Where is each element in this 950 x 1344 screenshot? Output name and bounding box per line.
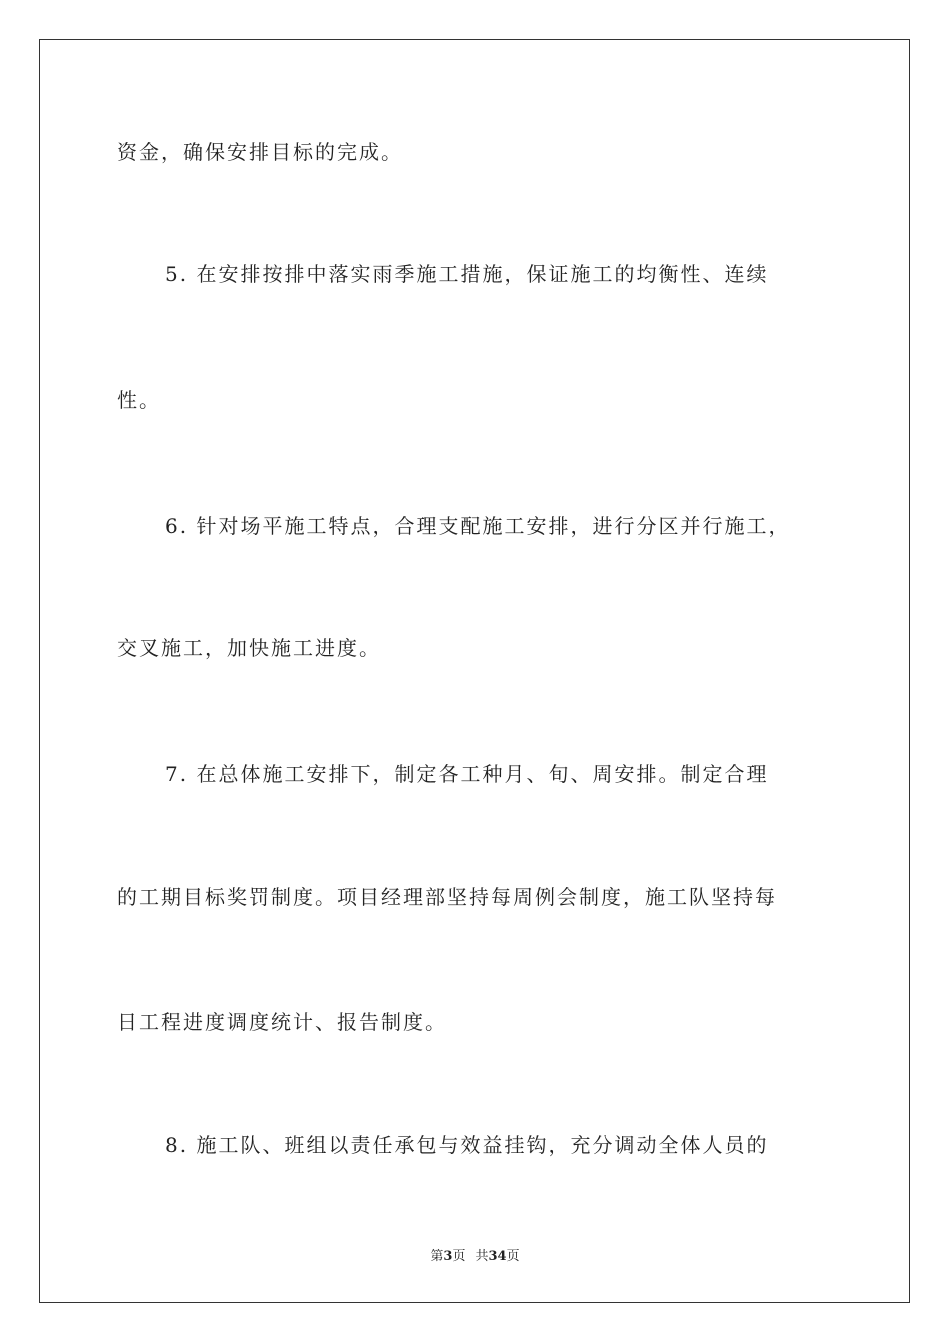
page-suffix: 页 (452, 1249, 466, 1264)
page-footer (0, 1248, 950, 1266)
page-prefix: 第 (430, 1249, 444, 1264)
text-line-2: 5. 在安排按排中落实雨季施工措施，保证施工的均衡性、连续 (165, 262, 769, 286)
text-line-7: 的工期目标奖罚制度。项目经理部坚持每周例会制度，施工队坚持每 (117, 885, 777, 909)
page-border (39, 39, 910, 1303)
text-line-4: 6. 针对场平施工特点，合理支配施工安排，进行分区并行施工， (165, 514, 791, 538)
text-line-5: 交叉施工，加快施工进度。 (117, 636, 381, 660)
total-prefix: 共 (475, 1249, 489, 1264)
text-line-6: 7. 在总体施工安排下，制定各工种月、旬、周安排。制定合理 (165, 762, 769, 786)
text-line-1: 资金，确保安排目标的完成。 (117, 140, 403, 164)
total-pages: 34 (488, 1249, 507, 1264)
total-suffix: 页 (506, 1249, 520, 1264)
page-number: 3 (443, 1249, 453, 1264)
text-line-9: 8. 施工队、班组以责任承包与效益挂钩，充分调动全体人员的 (165, 1133, 769, 1157)
text-line-8: 日工程进度调度统计、报告制度。 (117, 1010, 447, 1034)
text-line-3: 性。 (117, 388, 161, 412)
